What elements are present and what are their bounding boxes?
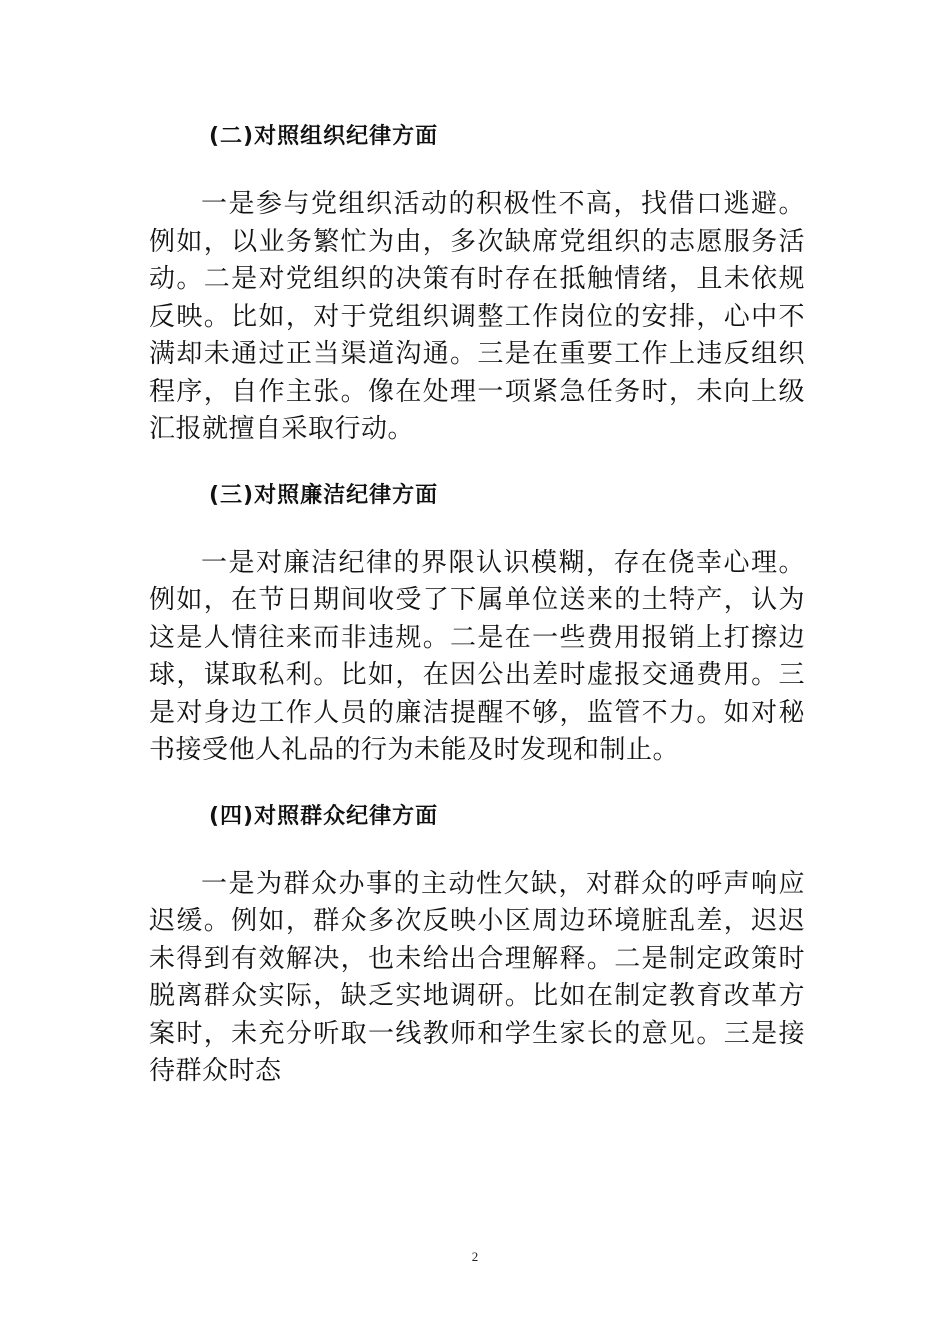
page-number: 2 (471, 1249, 479, 1264)
section-paragraph-masses: 一是为群众办事的主动性欠缺，对群众的呼声响应迟缓。例如，群众多次反映小区周边环境脏乱差，迟迟未得到有效解决，也未给出合理解释。二是制定政策时脱离群众实际，缺乏实地调研。比如在制定教育改革方案时，未充分听取一线教师和学生家长的意见。三是接待群众时态 (149, 868, 805, 1086)
section-paragraph-organization: 一是参与党组织活动的积极性不高，找借口逃避。例如，以业务繁忙为由，多次缺席党组织的志愿服务活动。二是对党组织的决策有时存在抵触情绪，且未依规反映。比如，对于党组织调整工作岗位的安排，心中不满却未通过正当渠道沟通。三是在重要工作上违反组织程序，自作主张。像在处理一项紧急任务时，未向上级汇报就擅自采取行动。 (149, 189, 805, 444)
section-heading-organization: (二)对照组织纪律方面 (209, 124, 439, 149)
document-body (149, 118, 805, 1091)
section-heading-integrity: (三)对照廉洁纪律方面 (209, 482, 439, 508)
section-heading-masses: (四)对照群众纪律方面 (209, 803, 439, 829)
section-paragraph-integrity: 一是对廉洁纪律的界限认识模糊，存在侥幸心理。例如，在节日期间收受了下属单位送来的土特产，认为这是人情往来而非违规。二是在一些费用报销上打擦边球，谋取私利。比如，在因公出差时虚报交通费用。三是对身边工作人员的廉洁提醒不够，监管不力。如对秘书接受他人礼品的行为未能及时发现和制止。 (149, 547, 805, 765)
